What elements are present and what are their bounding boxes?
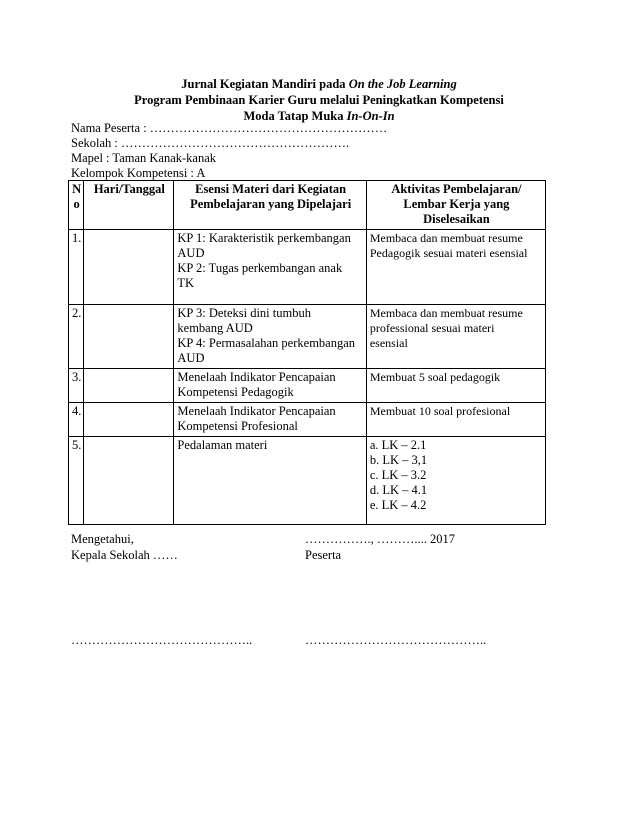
materi-line: KP 1: Karakteristik perkembangan	[177, 231, 351, 245]
aktivitas-line: c. LK – 3.2	[369, 468, 427, 482]
table-row	[69, 305, 546, 369]
table-header-row	[69, 181, 546, 230]
cell-materi	[174, 230, 366, 305]
aktivitas-line: Membuat 10 soal profesional	[369, 404, 511, 418]
meta-kelompok-kompetensi: Kelompok Kompetensi : A	[71, 166, 206, 180]
cell-materi	[174, 403, 366, 437]
aktivitas-line: Pedagogik sesuai materi esensial	[369, 246, 528, 260]
cell-aktivitas	[366, 403, 545, 437]
materi-line: TK	[177, 276, 195, 290]
cell-materi	[174, 437, 366, 525]
meta-nama-peserta: Nama Peserta : …………………………………………………	[71, 121, 388, 135]
cell-materi	[174, 305, 366, 369]
materi-line: AUD	[177, 351, 205, 365]
title-line-2: Program Pembinaan Karier Guru melalui Peningkatkan Kompetensi	[134, 93, 504, 107]
cell-day	[84, 305, 174, 369]
aktivitas-line: a. LK – 2.1	[369, 438, 427, 452]
materi-line: Kompetensi Profesional	[177, 419, 298, 433]
cell-no: 5.	[69, 437, 84, 525]
header-no-line: o	[73, 197, 80, 211]
header-no	[69, 181, 84, 230]
materi-line: KP 3: Deteksi dini tumbuh	[177, 306, 311, 320]
aktivitas-line: b. LK – 3,1	[369, 453, 428, 467]
aktivitas-line: esensial	[369, 336, 408, 350]
title-line-3-italic: In-On-In	[346, 109, 395, 123]
cell-aktivitas	[366, 437, 545, 525]
materi-line: KP 2: Tugas perkembangan anak	[177, 261, 343, 275]
header-materi-line: Pembelajaran yang Dipelajari	[190, 197, 352, 211]
signature-kepala-sekolah: Kepala Sekolah ……	[71, 548, 178, 562]
title-line-3-text: Moda Tatap Muka	[243, 109, 347, 123]
signature-line-left: ……………………………………..	[71, 633, 253, 647]
materi-line: AUD	[177, 246, 205, 260]
header-day: Hari/Tanggal	[84, 181, 174, 230]
journal-table	[68, 180, 546, 525]
aktivitas-line: Membuat 5 soal pedagogik	[369, 370, 501, 384]
cell-day	[84, 230, 174, 305]
cell-day	[84, 403, 174, 437]
header-aktivitas	[366, 181, 545, 230]
materi-line: Menelaah Indikator Pencapaian	[177, 404, 336, 418]
signature-mengetahui: Mengetahui,	[71, 532, 134, 546]
meta-sekolah: Sekolah : ……………………………………………….	[71, 136, 350, 150]
aktivitas-line: Membaca dan membuat resume	[369, 306, 523, 320]
materi-line: Menelaah Indikator Pencapaian	[177, 370, 336, 384]
aktivitas-line: e. LK – 4.2	[369, 498, 427, 512]
signature-peserta: Peserta	[305, 548, 342, 562]
header-no-line: N	[72, 182, 82, 196]
aktivitas-line: d. LK – 4.1	[369, 483, 428, 497]
header-aktivitas-line: Diselesaikan	[423, 212, 490, 226]
cell-no: 2.	[69, 305, 84, 369]
materi-line: Kompetensi Pedagogik	[177, 385, 294, 399]
title-line-1-text: Jurnal Kegiatan Mandiri pada	[181, 77, 349, 91]
cell-materi	[174, 369, 366, 403]
cell-no: 1.	[69, 230, 84, 305]
materi-line: kembang AUD	[177, 321, 253, 335]
table-row	[69, 369, 546, 403]
meta-mapel: Mapel : Taman Kanak-kanak	[71, 151, 217, 165]
table-row	[69, 403, 546, 437]
header-aktivitas-line: Aktivitas Pembelajaran/	[391, 182, 522, 196]
table-row	[69, 437, 546, 525]
cell-aktivitas	[366, 369, 545, 403]
cell-no: 4.	[69, 403, 84, 437]
materi-line: Pedalaman materi	[177, 438, 268, 452]
aktivitas-line: Membaca dan membuat resume	[369, 231, 523, 245]
aktivitas-line: professional sesuai materi	[369, 321, 495, 335]
cell-day	[84, 437, 174, 525]
cell-aktivitas	[366, 230, 545, 305]
header-materi	[174, 181, 366, 230]
header-materi-line: Esensi Materi dari Kegiatan	[195, 182, 347, 196]
materi-line: KP 4: Permasalahan perkembangan	[177, 336, 356, 350]
header-aktivitas-line: Lembar Kerja yang	[403, 197, 510, 211]
signature-date: ……………., ……….... 2017	[305, 532, 455, 546]
cell-aktivitas	[366, 305, 545, 369]
title-line-1-italic: On the Job Learning	[348, 77, 457, 91]
cell-no: 3.	[69, 369, 84, 403]
table-row	[69, 230, 546, 305]
cell-day	[84, 369, 174, 403]
title-line-1	[0, 76, 638, 92]
signature-line-right: ……………………………………..	[305, 633, 487, 647]
